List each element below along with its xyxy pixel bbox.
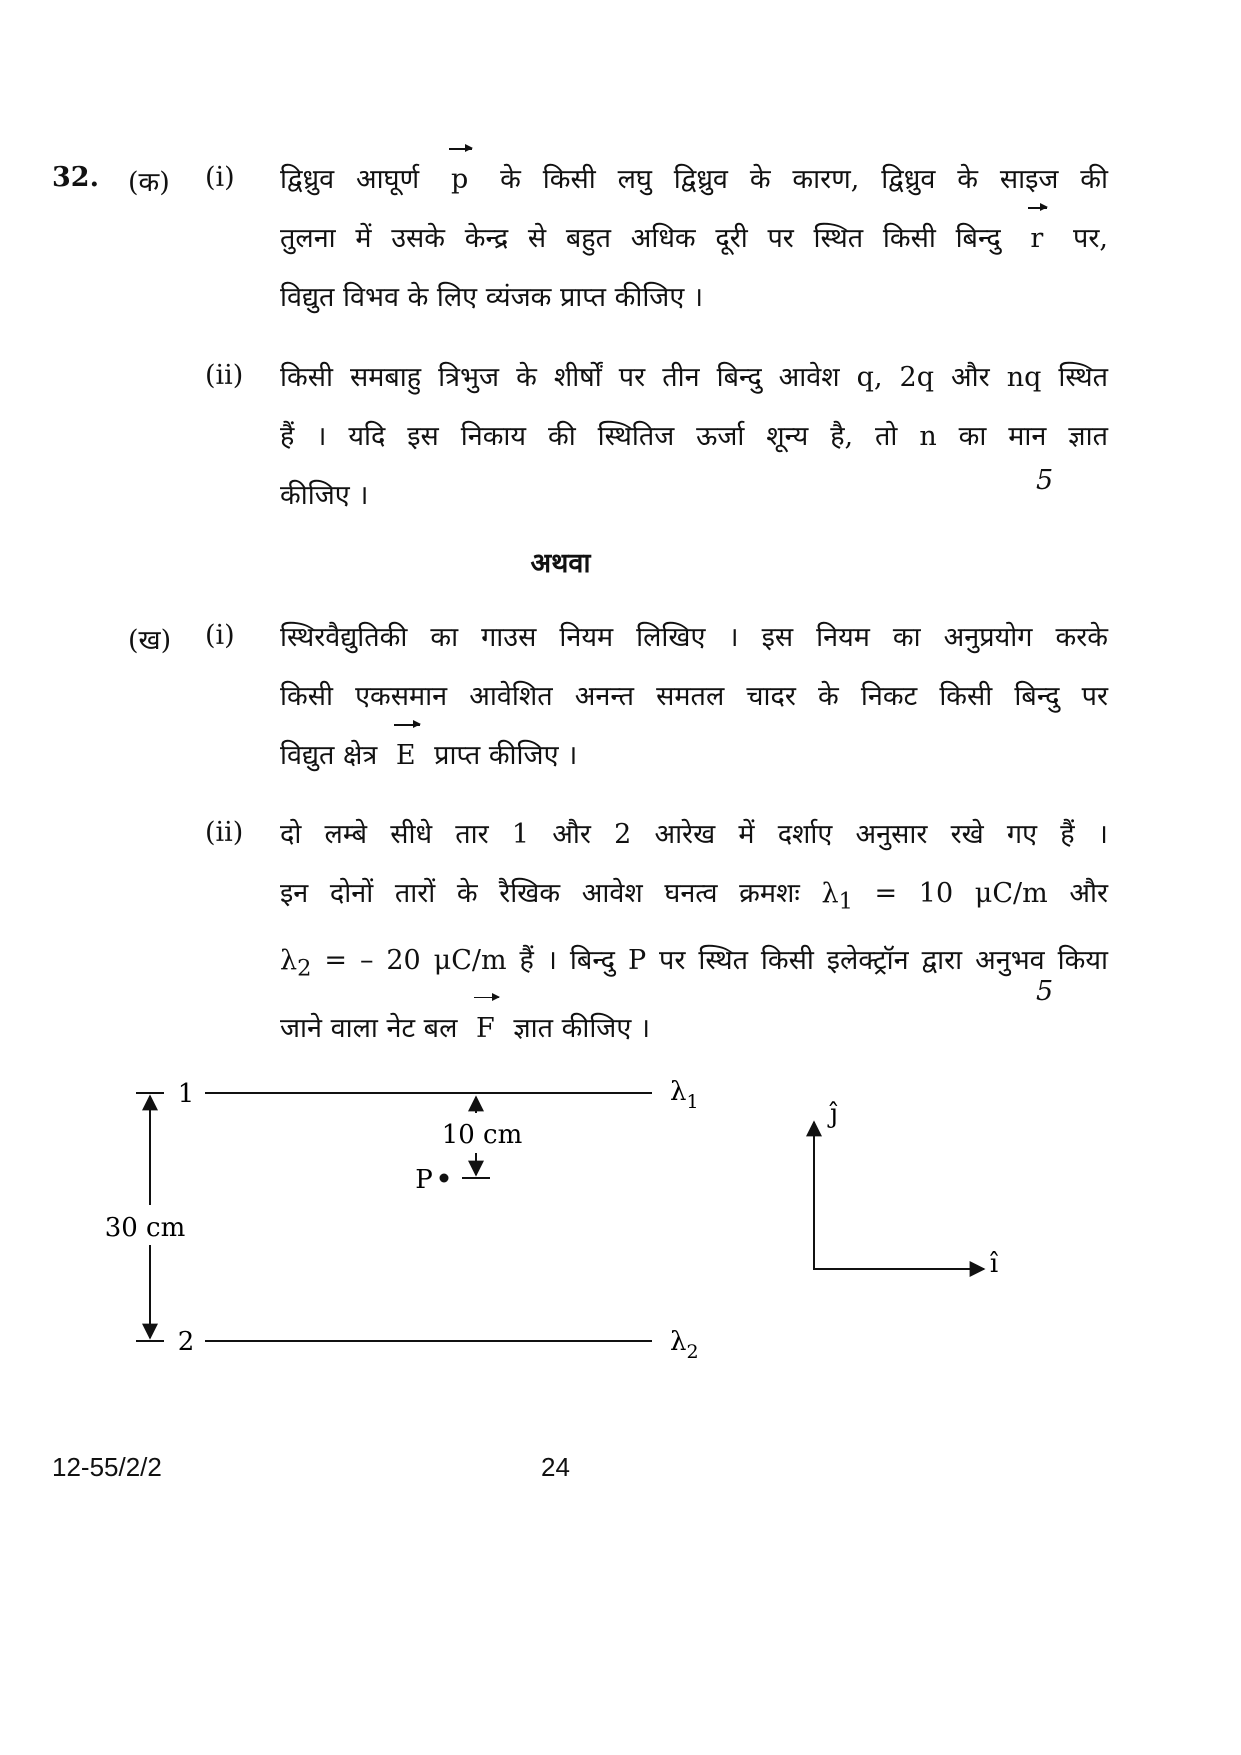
part-b-ii-line1: दो लम्बे सीधे तार 1 और 2 आरेख में दर्शाए अनुसार रखे गए हैं । [280,819,1108,850]
wire-1-label: 1 [177,1079,195,1109]
text-fragment: जाने वाला नेट बल [280,1012,458,1044]
part-a-i-line1 [280,150,1108,209]
i-hat-label: î [989,1249,999,1279]
lambda-symbol: λ [670,1077,687,1107]
lambda-1-label [670,1077,699,1113]
wire-2-label: 2 [177,1327,195,1357]
point-p-label: P [415,1165,433,1195]
text-fragment: इन दोनों तारों के रैखिक आवेश घनत्व क्रमशः λ [280,878,839,909]
part-b-marks: 5 [1036,976,1054,1007]
wires-diagram [0,1060,1241,1400]
paper-code: 12-55/2/2 [52,1452,162,1482]
vector-F: F [472,999,499,1058]
text-fragment: विद्युत क्षेत्र [280,740,378,771]
lambda-symbol: λ [670,1327,687,1357]
part-b-i-line3 [280,726,1108,785]
part-a-marks: 5 [1036,465,1054,496]
part-b-ii-line4 [280,999,1108,1058]
part-b-i-line1: स्थिरवैद्युतिकी का गाउस नियम लिखिए । इस नियम का अनुप्रयोग करके [280,622,1108,653]
j-hat-label: ĵ [829,1099,839,1129]
question-number: 32. [52,162,99,193]
part-b-i-label: (i) [205,620,235,651]
text-fragment: ज्ञात कीजिए । [513,1012,651,1044]
lambda-2-label [670,1327,699,1363]
subscript: 2 [297,955,312,982]
text-fragment: λ [280,945,298,977]
separation-label: 30 cm [104,1213,186,1243]
part-a-i-line3: विद्युत विभव के लिए व्यंजक प्राप्त कीजिए । [280,282,704,313]
lambda-subscript: 1 [686,1091,699,1113]
part-a-ii-label: (ii) [205,360,244,391]
vector-p: p [447,150,472,209]
page-number: 24 [541,1452,570,1482]
part-a-label: (क) [128,167,170,198]
part-b-ii-text [280,805,1108,1058]
or-divider: अथवा [530,548,591,579]
text-fragment: = – 20 μC/m हैं । बिन्दु P पर स्थित किसी इलेक्ट्रॉन द्वारा अनुभव किया [311,945,1108,977]
part-b-i-line2: किसी एकसमान आवेशित अनन्त समतल चादर के निकट किसी बिन्दु पर [280,681,1108,712]
part-a-ii-text [280,348,1108,525]
point-p [440,1174,449,1183]
part-a-ii-line3: कीजिए । [280,480,369,511]
part-b-label: (ख) [128,625,172,656]
lambda-subscript: 2 [686,1341,699,1363]
part-a-ii-line2: हैं । यदि इस निकाय की स्थितिज ऊर्जा शून्य है, तो n का मान ज्ञात [280,421,1108,452]
part-b-ii-label: (ii) [205,817,244,848]
gap-label: 10 cm [441,1120,523,1150]
part-a-ii-line1: किसी समबाहु त्रिभुज के शीर्षों पर तीन बिन्दु आवेश q, 2q और nq स्थित [280,362,1108,393]
text-fragment: द्विध्रुव आघूर्ण [280,164,420,195]
part-b-ii-line2 [280,864,1108,931]
text-fragment: पर, [1073,223,1108,254]
part-b-ii-line3 [280,931,1108,998]
part-a-i-text [280,150,1108,327]
part-b-i-text [280,608,1108,785]
part-a-i-label: (i) [205,162,235,193]
part-a-i-line2 [280,209,1108,268]
text-fragment: प्राप्त कीजिए । [434,740,578,771]
text-fragment: के किसी लघु द्विध्रुव के कारण, द्विध्रुव के साइज की [500,164,1108,195]
vector-E: E [392,726,420,785]
vector-r: r [1026,209,1047,268]
text-fragment: तुलना में उसके केन्द्र से बहुत अधिक दूरी पर स्थित किसी बिन्दु [280,223,1001,254]
text-fragment: = 10 μC/m और [852,878,1108,909]
subscript: 1 [838,888,853,915]
